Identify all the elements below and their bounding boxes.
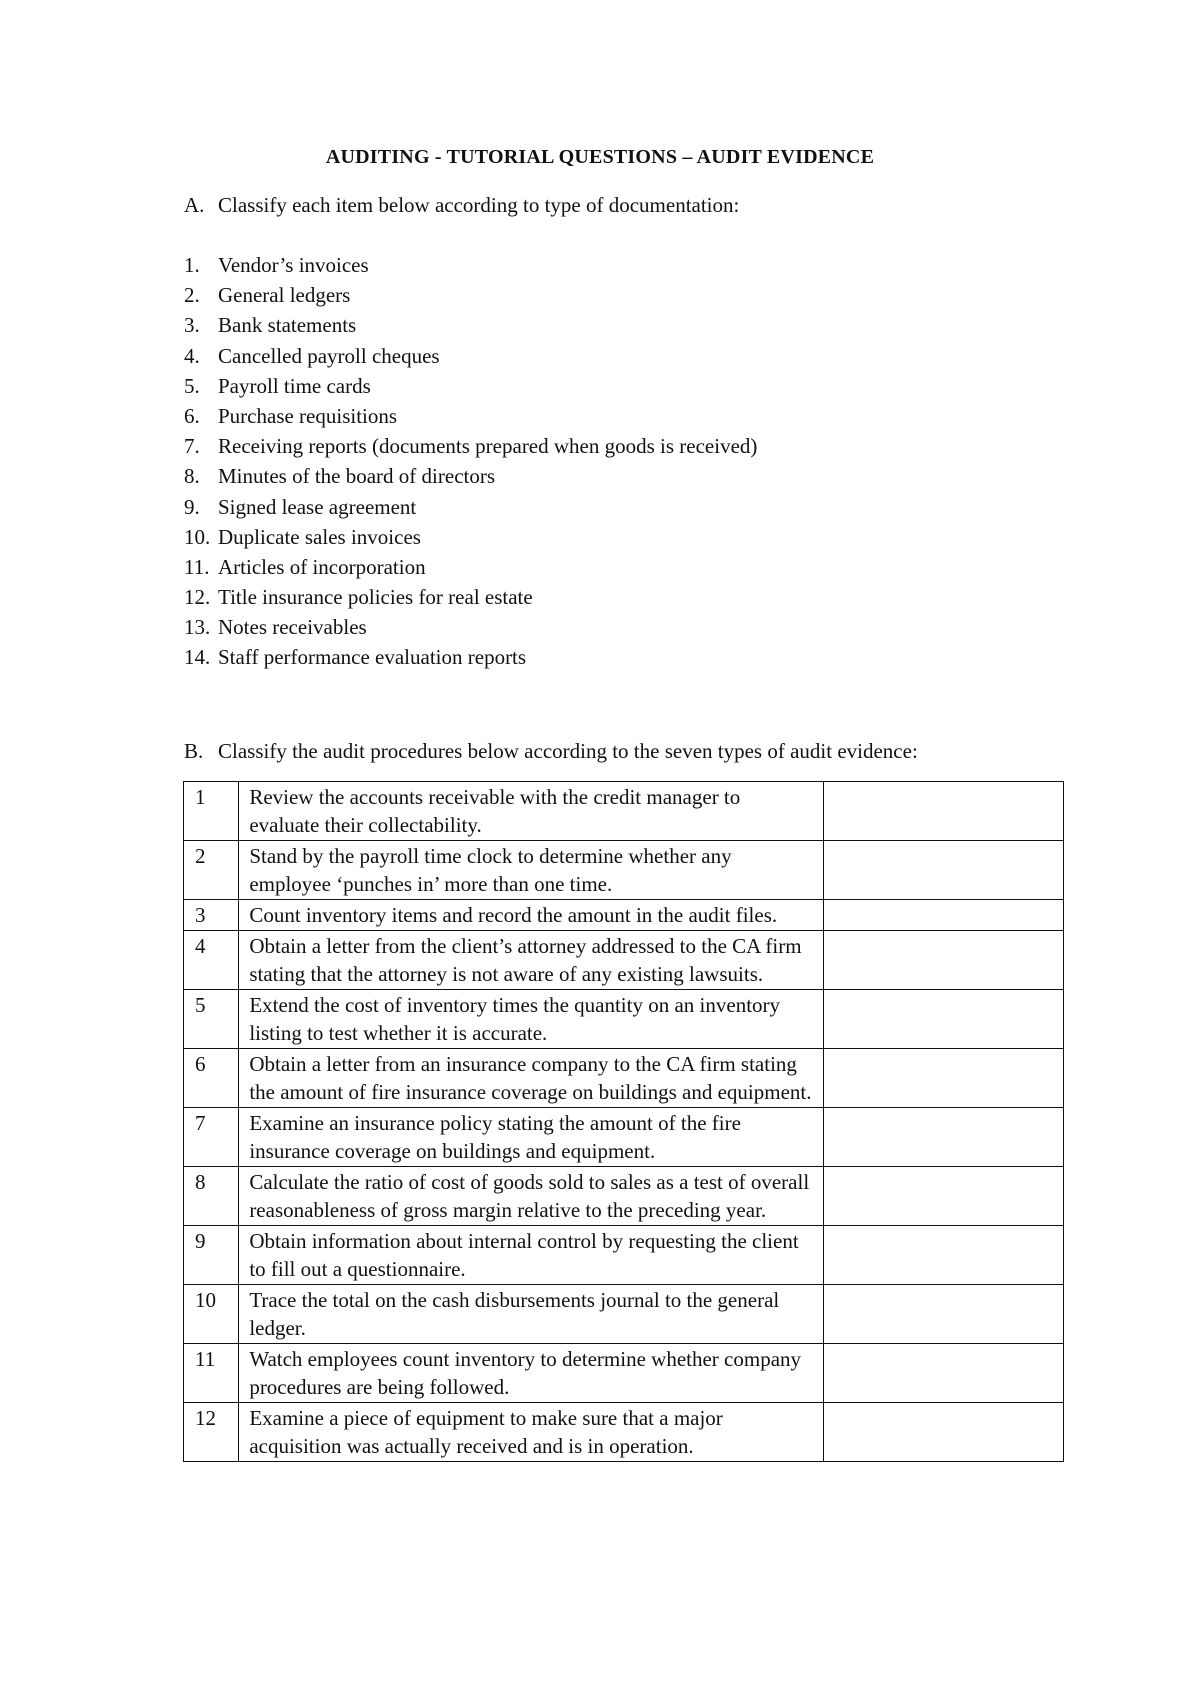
list-item-text: Duplicate sales invoices [218,524,421,549]
row-number: 12 [184,1403,239,1462]
list-item-text: Purchase requisitions [218,403,398,428]
row-number: 3 [184,900,239,931]
list-item-number: 13. [184,615,211,640]
list-item-number: 1. [184,253,200,277]
procedure-cell: Extend the cost of inventory times the quantity on an inventory listing to test whether it is accurate. [239,990,823,1049]
row-number: 2 [184,841,239,900]
answer-cell[interactable] [823,841,1063,900]
answer-cell[interactable] [823,1403,1063,1462]
list-item [184,341,757,371]
table-row [184,1226,1064,1285]
list-item-text: Signed lease agreement [218,494,417,519]
list-item-number: 6. [184,403,200,428]
row-number: 11 [184,1344,239,1403]
list-item-number: 7. [184,434,200,459]
section-b-instruction: Classify the audit procedures below according to the seven types of audit evidence: [218,739,918,763]
list-item [184,522,757,552]
table-row [184,1285,1064,1344]
list-item [184,582,757,612]
table-row [184,1403,1064,1462]
section-a-letter: A. [184,193,205,217]
list-item [184,431,757,461]
answer-cell[interactable] [823,1108,1063,1167]
list-item-number: 2. [184,283,200,308]
list-item [184,642,757,672]
answer-cell[interactable] [823,1226,1063,1285]
list-item [184,492,757,522]
row-number: 7 [184,1108,239,1167]
list-item-number: 12. [184,585,211,610]
table-row [184,931,1064,990]
table-row [184,782,1064,841]
list-item-number: 4. [184,343,200,368]
list-item-number: 3. [184,313,200,338]
list-item-text: Staff performance evaluation reports [218,645,527,670]
row-number: 10 [184,1285,239,1344]
answer-cell[interactable] [823,782,1063,841]
list-item-number: 11. [184,554,210,579]
documentation-list [184,250,757,673]
table-row [184,1344,1064,1403]
procedure-cell: Stand by the payroll time clock to determine whether any employee ‘punches in’ more than one time. [239,841,823,900]
list-item-text: Bank statements [218,313,357,338]
answer-cell[interactable] [823,931,1063,990]
list-item [184,280,757,310]
audit-procedures-table [183,781,1064,1462]
answer-cell[interactable] [823,1167,1063,1226]
list-item-text: Minutes of the board of directors [218,464,496,489]
list-item-text: Title insurance policies for real estate [218,585,533,610]
answer-cell[interactable] [823,1049,1063,1108]
answer-cell[interactable] [823,990,1063,1049]
section-a-heading [184,193,739,218]
procedure-cell: Obtain a letter from an insurance company to the CA firm stating the amount of fire insurance coverage on buildings and equipment. [239,1049,823,1108]
list-item [184,250,757,280]
list-item [184,401,757,431]
page-title: AUDITING - TUTORIAL QUESTIONS – AUDIT EVIDENCE [325,146,875,168]
table-row [184,990,1064,1049]
answer-cell[interactable] [823,1344,1063,1403]
table-row [184,900,1064,931]
procedure-cell: Watch employees count inventory to determine whether company procedures are being followed. [239,1344,823,1403]
procedure-cell: Examine an insurance policy stating the amount of the fire insurance coverage on buildings and equipment. [239,1108,823,1167]
procedure-cell: Obtain a letter from the client’s attorney addressed to the CA firm stating that the attorney is not aware of any existing lawsuits. [239,931,823,990]
list-item [184,612,757,642]
row-number: 5 [184,990,239,1049]
list-item [184,310,757,340]
section-b-heading [184,739,918,764]
list-item [184,461,757,491]
procedure-cell: Calculate the ratio of cost of goods sold to sales as a test of overall reasonableness of gross margin relative to the preceding year. [239,1167,823,1226]
list-item-text: Articles of incorporation [218,554,426,579]
list-item-text: General ledgers [218,283,351,308]
procedure-cell: Examine a piece of equipment to make sure that a major acquisition was actually received and is in operation. [239,1403,823,1462]
row-number: 1 [184,782,239,841]
list-item [184,552,757,582]
row-number: 6 [184,1049,239,1108]
answer-cell[interactable] [823,1285,1063,1344]
list-item-number: 8. [184,464,200,489]
table-row [184,1049,1064,1108]
section-a-instruction: Classify each item below according to type of documentation: [218,193,740,217]
list-item-number: 9. [184,494,200,519]
list-item-text: Payroll time cards [218,373,371,398]
list-item-text: Receiving reports (documents prepared when goods is received) [218,434,758,459]
list-item-number: 14. [184,645,211,670]
procedure-cell: Review the accounts receivable with the credit manager to evaluate their collectability. [239,782,823,841]
table-row [184,1167,1064,1226]
list-item-text: Notes receivables [218,615,367,640]
table-row [184,841,1064,900]
list-item-text: Vendor’s invoices [218,253,369,277]
list-item-number: 10. [184,524,211,549]
row-number: 8 [184,1167,239,1226]
row-number: 9 [184,1226,239,1285]
answer-cell[interactable] [823,900,1063,931]
list-item-text: Cancelled payroll cheques [218,343,440,368]
row-number: 4 [184,931,239,990]
section-b-letter: B. [184,739,204,763]
list-item-number: 5. [184,373,200,398]
procedure-cell: Count inventory items and record the amount in the audit files. [239,900,823,931]
list-item [184,371,757,401]
procedure-cell: Obtain information about internal control by requesting the client to fill out a questionnaire. [239,1226,823,1285]
procedure-cell: Trace the total on the cash disbursements journal to the general ledger. [239,1285,823,1344]
table-row [184,1108,1064,1167]
